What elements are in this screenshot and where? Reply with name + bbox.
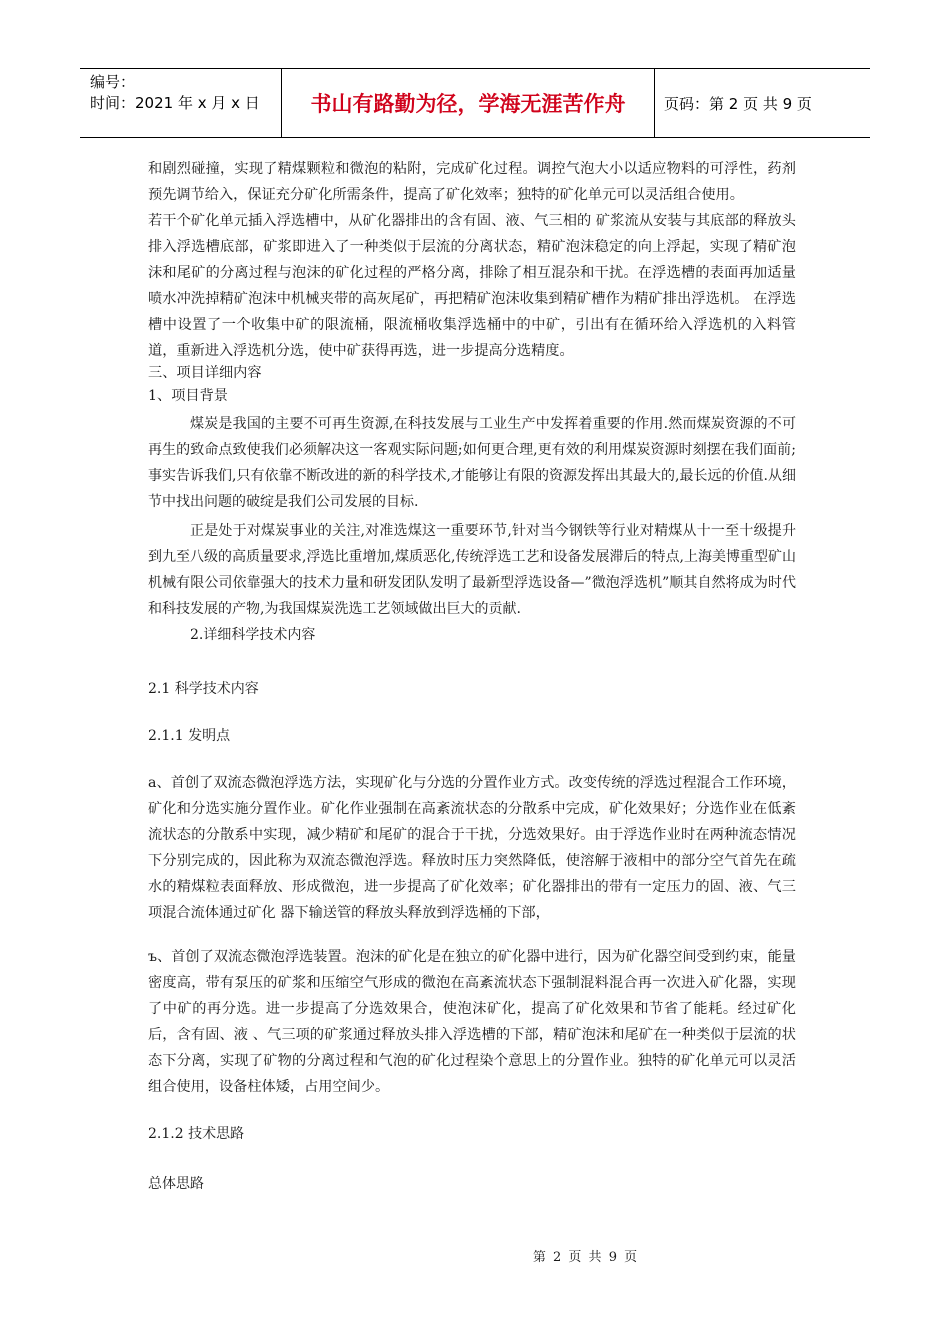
subheading-2-1-2: 2.1.2 技术思路 <box>148 1126 245 1142</box>
header-meta <box>80 69 282 137</box>
document-number-label: 编号： <box>90 73 136 91</box>
subheading-background: 1、项目背景 <box>148 388 228 404</box>
page-header <box>80 68 870 138</box>
subheading-2-1: 2.1 科学技术内容 <box>148 681 259 697</box>
paragraph-coal-resources: 煤炭是我国的主要不可再生资源,在科技发展与工业生产中发挥着重要的作用.然而煤炭资源的不可再生的致命点致使我们必须解决这一客观实际问题;如何更合理,更有效的利用煤炭资源时刻摆在我们面前;事实告诉我们,只有依靠不断改进的新的科学技术,才能够让有限的资源发挥出其最大的,最长远的价值.从细节中找出问题的破绽是我们公司发展的目标. <box>148 416 796 510</box>
paragraph-invention-a: a、首创了双流态微泡浮选方法，实现矿化与分选的分置作业方式。改变传统的浮选过程混合工作环境，矿化和分选实施分置作业。矿化作业强制在高紊流状态的分散系中完成，矿化效果好；分选作业在低紊流状态的分散系中实现，减少精矿和尾矿的混合于干扰，分选效果好。由于浮选作业时在两种流态情况下分别完成的，因此称为双流态微泡浮选。释放时压力突然降低，使溶解于液相中的部分空气首先在疏水的精煤粒表面释放、形成微泡，进一步提高了矿化效率；矿化器排出的带有一定压力的固、液、气三项混合流体通过矿化 器下输送管的释放头释放到浮选桶的下部， <box>148 775 796 921</box>
subheading-2-1-1: 2.1.1 发明点 <box>148 728 231 744</box>
paragraph-invention-b: ъ、首创了双流态微泡浮选装置。泡沫的矿化是在独立的矿化器中进行，因为矿化器空间受到约束，能量密度高，带有泵压的矿浆和压缩空气形成的微泡在高紊流状态下强制混料混合再一次进入矿化器，实现了中矿的再分选。进一步提高了分选效果合，使泡沫矿化，提高了矿化效果和节省了能耗。经过矿化后，含有固、液 、气三项的矿浆通过释放头排入浮选槽的下部，精矿泡沫和尾矿在一种类似于层流的状态下分离，实现了矿物的分离过程和气泡的矿化过程染个意思上的分置作业。独特的矿化单元可以灵活组合使用，设备柱体矮，占用空间少。 <box>148 949 796 1095</box>
document-date-label: 时间：2021 年 x 月 x 日 <box>90 94 260 112</box>
header-motto: 书山有路勤为径，学海无涯苦作舟 <box>282 69 655 137</box>
paragraph-mineralization-end: 和剧烈碰撞，实现了精煤颗粒和微泡的粘附，完成矿化过程。调控气泡大小以适应物料的可浮性，药剂预先调节给入，保证充分矿化所需条件，提高了矿化效率；独特的矿化单元可以灵活组合使用。 <box>148 161 796 203</box>
section-heading-project-details: 三、项目详细内容 <box>148 365 262 381</box>
header-page-label: 页码：第 2 页 共 9 页 <box>664 94 812 113</box>
paragraph-microbubble-invention: 正是处于对煤炭事业的关注,对准选煤这一重要环节,针对当今钢铁等行业对精煤从十一至十级提升到九至八级的高质量要求,浮选比重增加,煤质恶化,传统浮选工艺和设备发展滞后的特点,上海美博重型矿山机械有限公司依靠强大的技术力量和研发团队发明了最新型浮选设备—”微泡浮选机”顺其自然将成为时代和科技发展的产物,为我国煤炭洗选工艺领域做出巨大的贡献. <box>148 523 796 617</box>
page-footer: 第 2 页 共 9 页 <box>532 1250 638 1265</box>
subheading-overall-approach: 总体思路 <box>148 1176 204 1192</box>
subheading-detailed-content: 2.详细科学技术内容 <box>190 627 316 643</box>
paragraph-flotation-cell: 若干个矿化单元插入浮选槽中，从矿化器排出的含有固、液、气三相的 矿浆流从安装与其底部的释放头排入浮选槽底部，矿浆即进入了一种类似于层流的分离状态，精矿泡沫稳定的向上浮起，实现了精矿泡沫和尾矿的分离过程与泡沫的矿化过程的严格分离，排除了相互混杂和干扰。在浮选槽的表面再加适量喷水冲洗掉精矿泡沫中机械夹带的高灰尾矿，再把精矿泡沫收集到精矿槽作为精矿排出浮选机。 在浮选槽中设置了一个收集中矿的限流桶，限流桶收集浮选桶中的中矿，引出有在循环给入浮选机的入料管道，重新进入浮选机分选，使中矿获得再选，进一步提高分选精度。 <box>148 213 796 359</box>
